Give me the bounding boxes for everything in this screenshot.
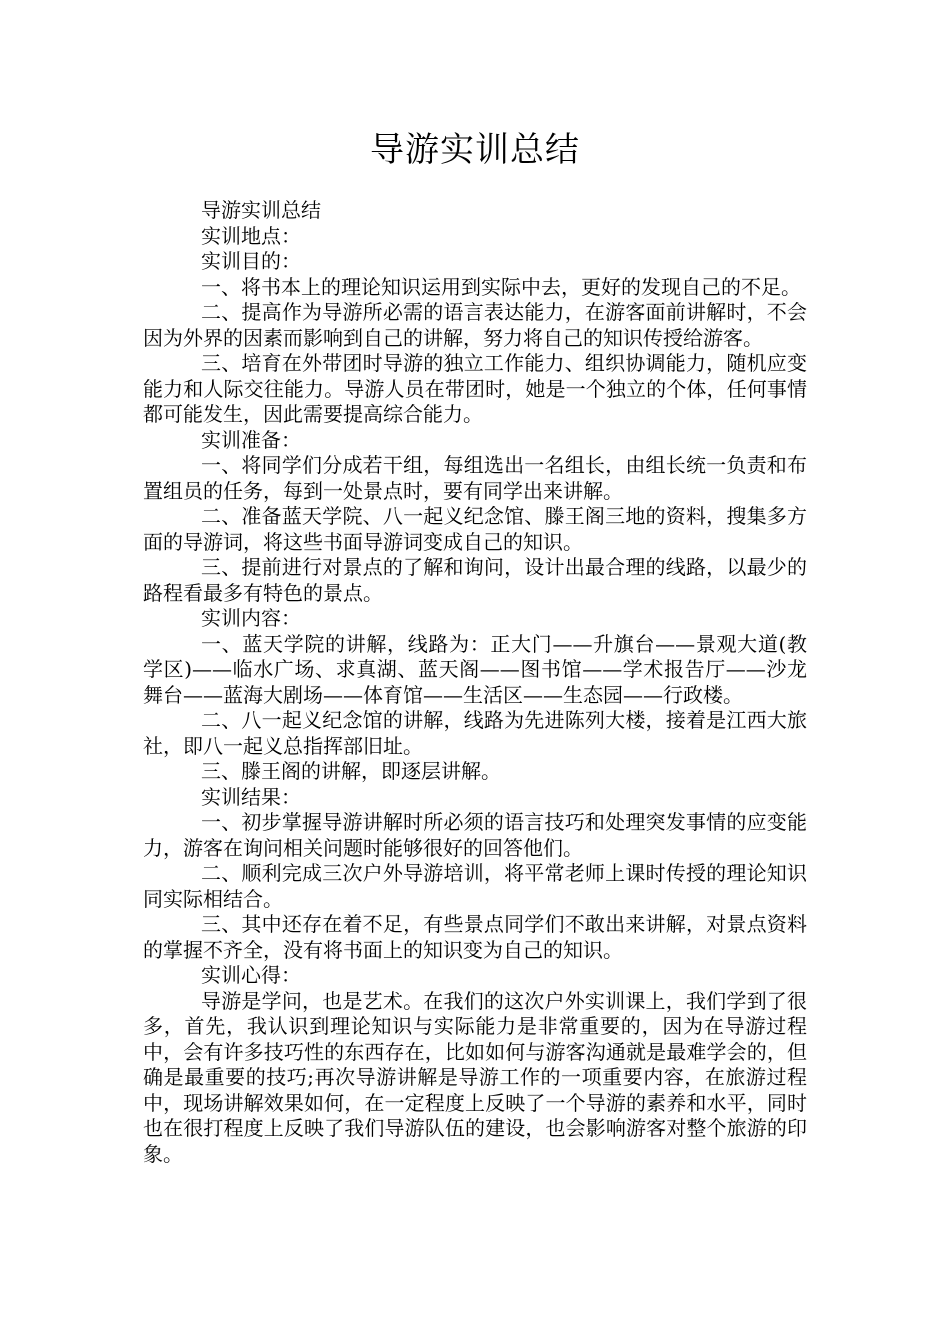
body-paragraph: 三、提前进行对景点的了解和询问，设计出最合理的线路，以最少的路程看最多有特色的景点。 — [143, 555, 807, 605]
body-paragraph: 导游实训总结 — [201, 198, 321, 222]
document-title: 导游实训总结 — [370, 130, 580, 170]
body-paragraph: 实训心得： — [201, 963, 301, 987]
body-paragraph: 二、八一起义纪念馆的讲解，线路为先进陈列大楼，接着是江西大旅社，即八一起义总指挥部旧址。 — [143, 708, 807, 758]
body-paragraph: 实训目的： — [201, 249, 301, 273]
body-paragraph: 实训准备： — [201, 427, 301, 452]
body-paragraph: 一、蓝天学院的讲解，线路为：正大门——升旗台——景观大道(教学区)——临水广场、求真湖、蓝天阁——图书馆——学术报告厅——沙龙舞台——蓝海大剧场——体育馆——生活区——生态园——行政楼。 — [143, 631, 807, 707]
body-paragraph: 三、其中还存在着不足，有些景点同学们不敢出来讲解，对景点资料的掌握不齐全，没有将书面上的知识变为自己的知识。 — [143, 912, 807, 962]
body-paragraph: 一、将书本上的理论知识运用到实际中去，更好的发现自己的不足。 — [201, 274, 801, 299]
body-paragraph: 三、滕王阁的讲解，即逐层讲解。 — [201, 759, 501, 783]
body-paragraph: 一、将同学们分成若干组，每组选出一名组长，由组长统一负责和布置组员的任务，每到一处景点时，要有同学出来讲解。 — [143, 453, 807, 503]
body-paragraph: 实训结果： — [201, 784, 301, 809]
body-paragraph: 实训内容： — [201, 606, 301, 630]
body-paragraph: 实训地点： — [201, 223, 301, 248]
body-paragraph: 导游是学问，也是艺术。在我们的这次户外实训课上，我们学到了很多，首先，我认识到理论知识与实际能力是非常重要的，因为在导游过程中，会有许多技巧性的东西存在，比如如何与游客沟通就是最难学会的，但确是最重要的技巧;再次导游讲解是导游工作的一项重要内容，在旅游过程中，现场讲解效果如何，在一定程度上反映了一个导游的素养和水平，同时也在很打程度上反映了我们导游队伍的建设，也会影响游客对整个旅游的印象。 — [143, 988, 807, 1166]
body-paragraph: 二、提高作为导游所必需的语言表达能力，在游客面前讲解时，不会因为外界的因素而影响到自己的讲解，努力将自己的知识传授给游客。 — [143, 300, 807, 350]
body-paragraph: 三、培育在外带团时导游的独立工作能力、组织协调能力，随机应变能力和人际交往能力。导游人员在带团时，她是一个独立的个体，任何事情都可能发生，因此需要提高综合能力。 — [143, 351, 807, 426]
body-paragraph: 二、顺利完成三次户外导游培训，将平常老师上课时传授的理论知识同实际相结合。 — [143, 861, 807, 911]
document-body — [143, 198, 807, 1167]
body-paragraph: 二、准备蓝天学院、八一起义纪念馆、滕王阁三地的资料，搜集多方面的导游词，将这些书面导游词变成自己的知识。 — [143, 504, 807, 554]
body-paragraph: 一、初步掌握导游讲解时所必须的语言技巧和处理突发事情的应变能力，游客在询问相关问题时能够很好的回答他们。 — [143, 810, 807, 860]
